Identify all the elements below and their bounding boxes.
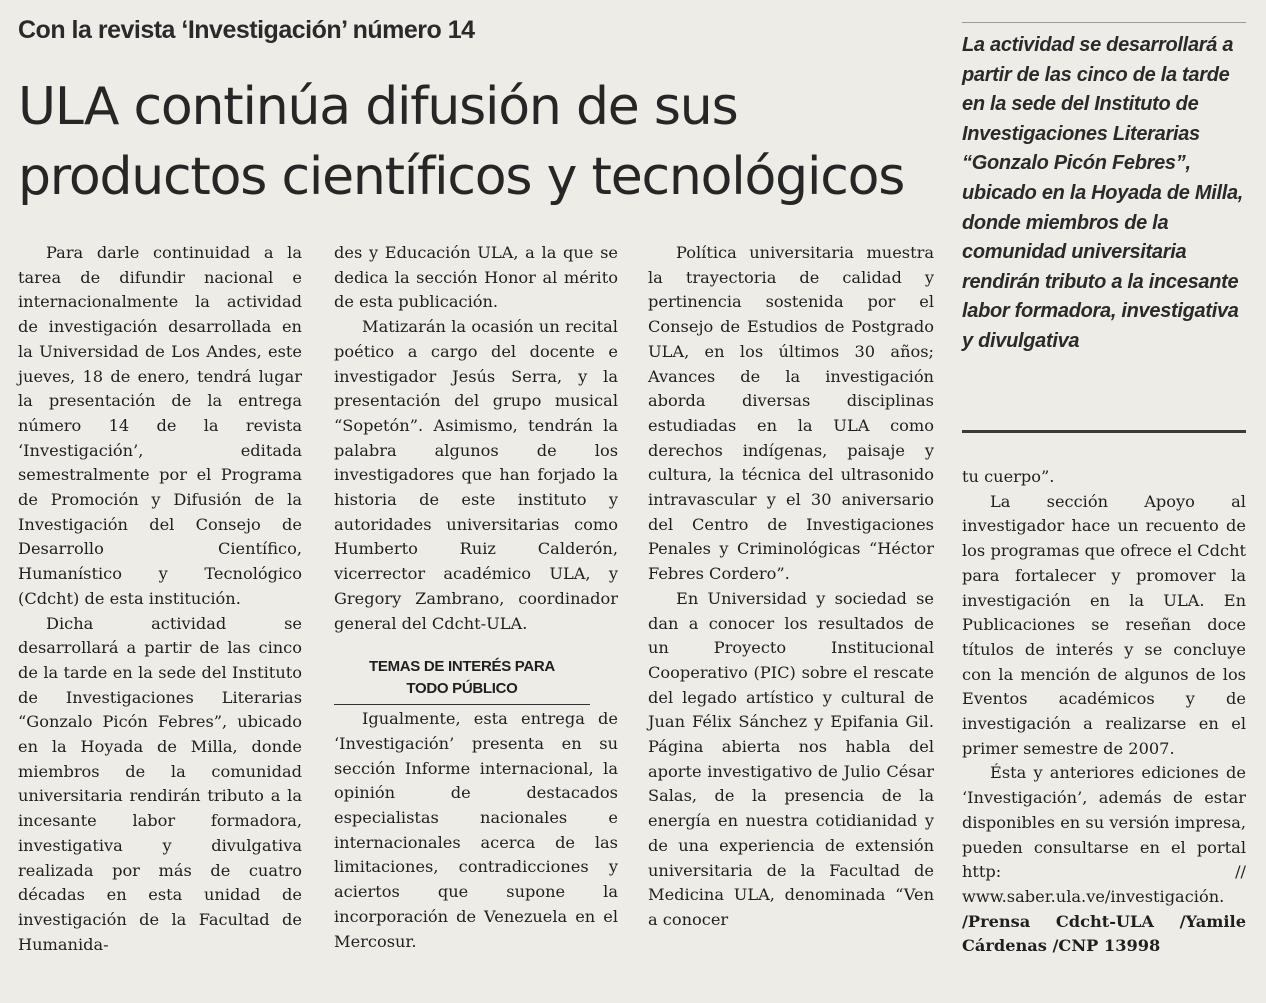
column-1	[18, 241, 302, 957]
column-3	[648, 241, 934, 933]
paragraph: En Universidad y sociedad se dan a conocer los resultados de un Proyecto Institucional Cooperativo (PIC) sobre el rescate del legado artístico y cultural de Juan Félix Sánchez y Epifania Gil. Página abierta nos habla del aporte investigativo de Julio César Salas, de la presencia de la energía en nuestra cotidianidad y de una experiencia de extensión universitaria de la Facultad de Medicina ULA, denominada “Ven a conocer	[648, 588, 934, 929]
top-rule	[962, 22, 1246, 23]
byline-credit: /Prensa Cdcht-ULA /Yamile Cárdenas /CNP 13998	[962, 911, 1246, 956]
section-subhead	[334, 656, 590, 705]
headline-line-1: ULA continúa difusión de sus	[18, 77, 738, 137]
column-4	[962, 465, 1246, 959]
paragraph: Matizarán la ocasión un recital poético a cargo del docente e investigador Jesús Serra, y la presentación del grupo musical “Sopetón”. Asimismo, tendrán la palabra algunos de los investigadores que han forjado la historia de este instituto y autoridades universitarias como Humberto Ruiz Calderón, vicerrector académico ULA, y Gregory Zambrano, coordinador general del Cdcht-ULA.	[334, 317, 618, 633]
paragraph: La sección Apoyo al investigador hace un recuento de los programas que ofrece el Cdcht para fortalecer y promover la investigación en la ULA. En Publicaciones se reseñan doce títulos de interés y se concluye con la mención de algunos de los Eventos académicos y de investigación a realizarse en el primer semestre de 2007.	[962, 491, 1246, 758]
paragraph: des y Educación ULA, a la que se dedica la sección Honor al mérito de esta publicación.	[334, 243, 618, 312]
paragraph: tu cuerpo”.	[962, 467, 1055, 486]
paragraph: Para darle continuidad a la tarea de difundir nacional e internacionalmente la actividad de investigación desarrollada en la Universidad de Los Andes, este jueves, 18 de enero, tendrá lugar la presentación de la entrega número 14 de la revista ‘Investigación’, editada semestralmente por el Programa de Promoción y Difusión de la Investigación del Consejo de Desarrollo Científico, Humanístico y Tecnológico (Cdcht) de esta institución.	[18, 243, 302, 608]
column-2	[334, 241, 618, 954]
paragraph: Igualmente, esta entrega de ‘Investigación’ presenta en su sección Informe internacional, la opinión de destacados especialistas nacionales e internacionales acerca de las limitaciones, contradicciones y aciertos que supone la incorporación de Venezuela en el Mercosur.	[334, 709, 618, 951]
headline-line-2: productos científicos y tecnológicos	[18, 147, 905, 207]
paragraph-text: Ésta y anteriores ediciones de ‘Investigación’, además de estar disponibles en su versión impresa, pueden consultarse en el portal http: // www.saber.ula.ve/investigación.	[962, 763, 1246, 906]
paragraph: Dicha actividad se desarrollará a partir de las cinco de la tarde en la sede del Instituto de Investigaciones Literarias “Gonzalo Picón Febres”, ubicado en la Hoyada de Milla, donde miembros de la comunidad universitaria rendirán tributo a la incesante labor formadora, investigativa y divulgativa realizada por más de cuatro décadas en esta unidad de investigación de la Facultad de Humanida-	[18, 613, 302, 954]
subhead-line-1: TEMAS DE INTERÉS PARA	[369, 658, 555, 676]
headline	[18, 72, 948, 212]
subhead-line-2: TODO PÚBLICO	[406, 680, 518, 698]
paragraph: Política universitaria muestra la trayectoria de calidad y pertinencia sostenida por el Consejo de Estudios de Postgrado ULA, en los últimos 30 años; Avances de la investigación aborda diversas disciplinas estudiadas en la ULA como derechos indígenas, paisaje y cultura, la técnica del ultrasonido intravascular y el 30 aniversario del Centro de Investigaciones Penales y Criminológicas “Héctor Febres Cordero”.	[648, 243, 934, 584]
pull-quote-rule	[962, 430, 1246, 433]
paragraph	[962, 761, 1246, 959]
kicker: Con la revista ‘Investigación’ número 14	[18, 16, 475, 44]
pull-quote: La actividad se desarrollará a partir de las cinco de la tarde en la sede del Instituto de Investigaciones Literarias “Gonzalo Picón Febres”, ubicado en la Hoyada de Milla, donde miembros de la comunidad universitaria rendirán tributo a la incesante labor formadora, investigativa y divulgativa	[962, 34, 1244, 352]
